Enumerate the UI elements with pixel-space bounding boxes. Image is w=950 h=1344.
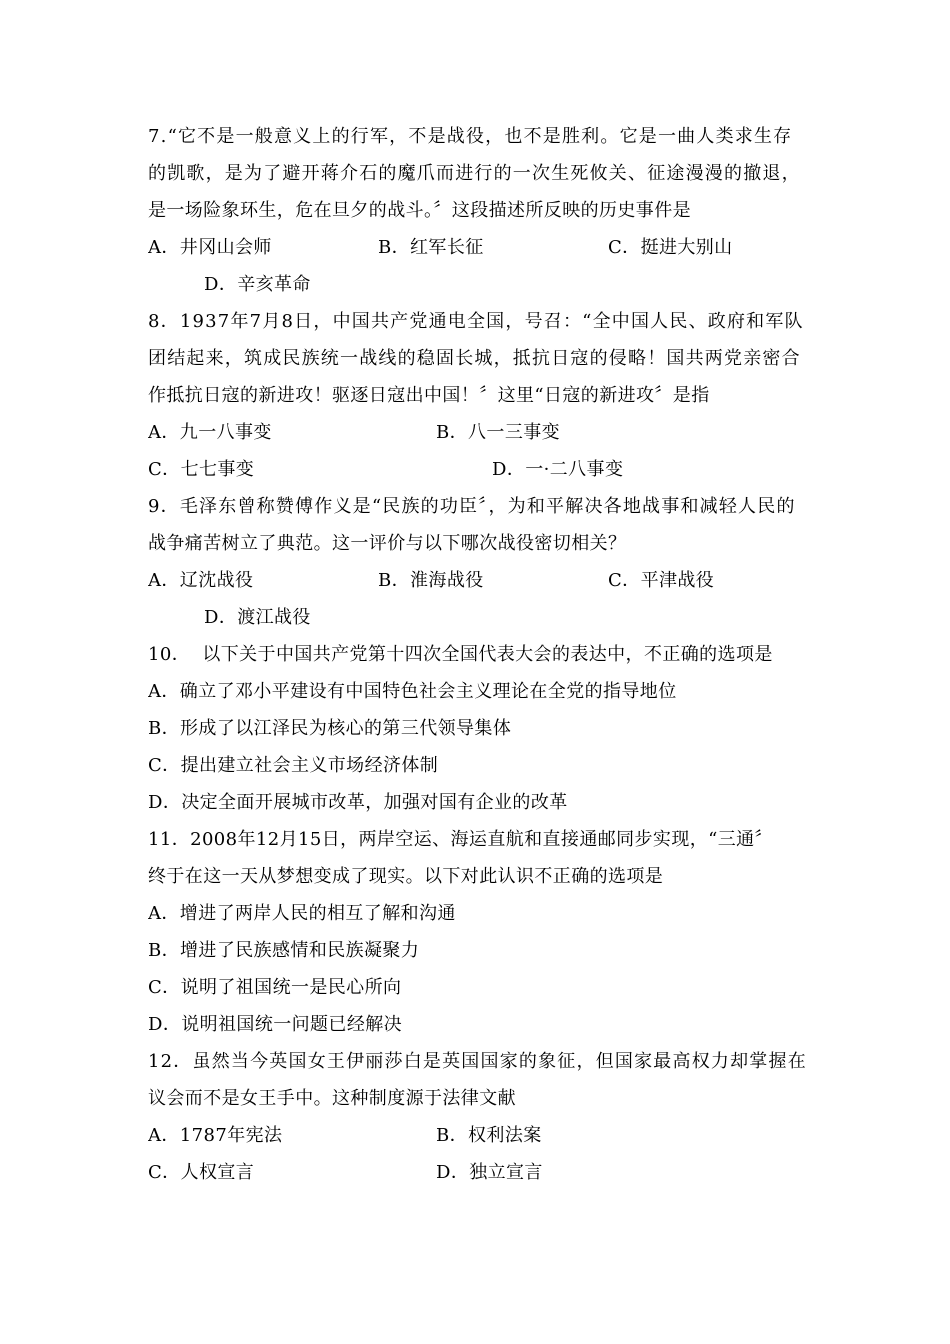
question-7-stem-line-3: 是一场险象环生，危在旦夕的战斗。〞这段描述所反映的历史事件是 [148,200,691,221]
option-7-b: B．红军长征 [378,237,484,258]
question-9-options-row-2 [148,599,808,636]
question-7-options-row-1 [148,229,808,266]
question-8-options-row-1 [148,414,808,451]
question-7-options-row-2 [148,266,808,303]
question-10 [148,636,808,821]
question-12 [148,1043,808,1191]
question-8-stem-line-1: 8．1937年7月8日，中国共产党通电全国，号召：“全中国人民、政府和军队 [148,311,804,332]
option-12-c: C．人权宣言 [148,1162,255,1183]
question-9 [148,488,808,636]
option-9-a: A．辽沈战役 [148,570,254,591]
question-12-options-row-2 [148,1154,808,1191]
option-11-b: B．增进了民族感情和民族凝聚力 [148,940,420,961]
option-8-c: C．七七事变 [148,459,255,480]
question-8-options-row-2 [148,451,808,488]
question-8-stem-line-2: 团结起来，筑成民族统一战线的稳固长城，抵抗日寇的侵略！国共两党亲密合 [148,348,801,369]
option-9-d: D．渡江战役 [204,607,311,628]
option-7-a: A．井冈山会师 [148,237,272,258]
question-8-stem-line-3: 作抵抗日寇的新进攻！驱逐日寇出中国！〞这里“日寇的新进攻〞是指 [148,385,710,406]
question-8 [148,303,808,488]
option-8-a: A．九一八事变 [148,422,272,443]
question-12-stem-line-1: 12．虽然当今英国女王伊丽莎白是英国国家的象征，但国家最高权力却掌握在 [148,1051,807,1072]
option-10-c: C．提出建立社会主义市场经济体制 [148,755,439,776]
question-12-options-row-1 [148,1117,808,1154]
option-11-c: C．说明了祖国统一是民心所向 [148,977,402,998]
option-8-b: B．八一三事变 [436,422,561,443]
option-9-b: B．淮海战役 [378,570,484,591]
option-10-d: D．决定全面开展城市改革，加强对国有企业的改革 [148,792,568,813]
question-9-stem-line-1: 9．毛泽东曾称赞傅作义是“民族的功臣〞，为和平解决各地战事和减轻人民的 [148,496,796,517]
question-list [148,118,808,1191]
question-9-options-row-1 [148,562,808,599]
question-10-stem-line-1: 10． 以下关于中国共产党第十四次全国代表大会的表达中，不正确的选项是 [148,644,773,665]
question-9-stem-line-2: 战争痛苦树立了典范。这一评价与以下哪次战役密切相关？ [148,533,627,554]
option-11-d: D．说明祖国统一问题已经解决 [148,1014,403,1035]
option-12-b: B．权利法案 [436,1125,542,1146]
option-7-d: D．辛亥革命 [204,274,311,295]
option-12-a: A．1787年宪法 [148,1125,283,1146]
option-7-c: C．挺进大别山 [608,237,733,258]
question-12-stem-line-2: 议会而不是女王手中。这种制度源于法律文献 [148,1088,516,1109]
question-11 [148,821,808,1043]
question-7-stem-line-2: 的凯歌，是为了避开蒋介石的魔爪而进行的一次生死攸关、征途漫漫的撤退， [148,163,801,184]
option-10-b: B．形成了以江泽民为核心的第三代领导集体 [148,718,512,739]
question-7-stem-line-1: 7.“它不是一般意义上的行军，不是战役，也不是胜利。它是一曲人类求生存 [148,126,793,147]
option-10-a: A．确立了邓小平建设有中国特色社会主义理论在全党的指导地位 [148,681,677,702]
option-9-c: C．平津战役 [608,570,715,591]
option-11-a: A．增进了两岸人民的相互了解和沟通 [148,903,456,924]
question-7 [148,118,808,303]
option-12-d: D．独立宣言 [436,1162,543,1183]
question-11-stem-line-2: 终于在这一天从梦想变成了现实。以下对此认识不正确的选项是 [148,866,664,887]
option-8-d: D．一·二八事变 [492,459,624,480]
question-11-stem-line-1: 11．2008年12月15日，两岸空运、海运直航和直接通邮同步实现，“三通〞 [148,829,773,850]
